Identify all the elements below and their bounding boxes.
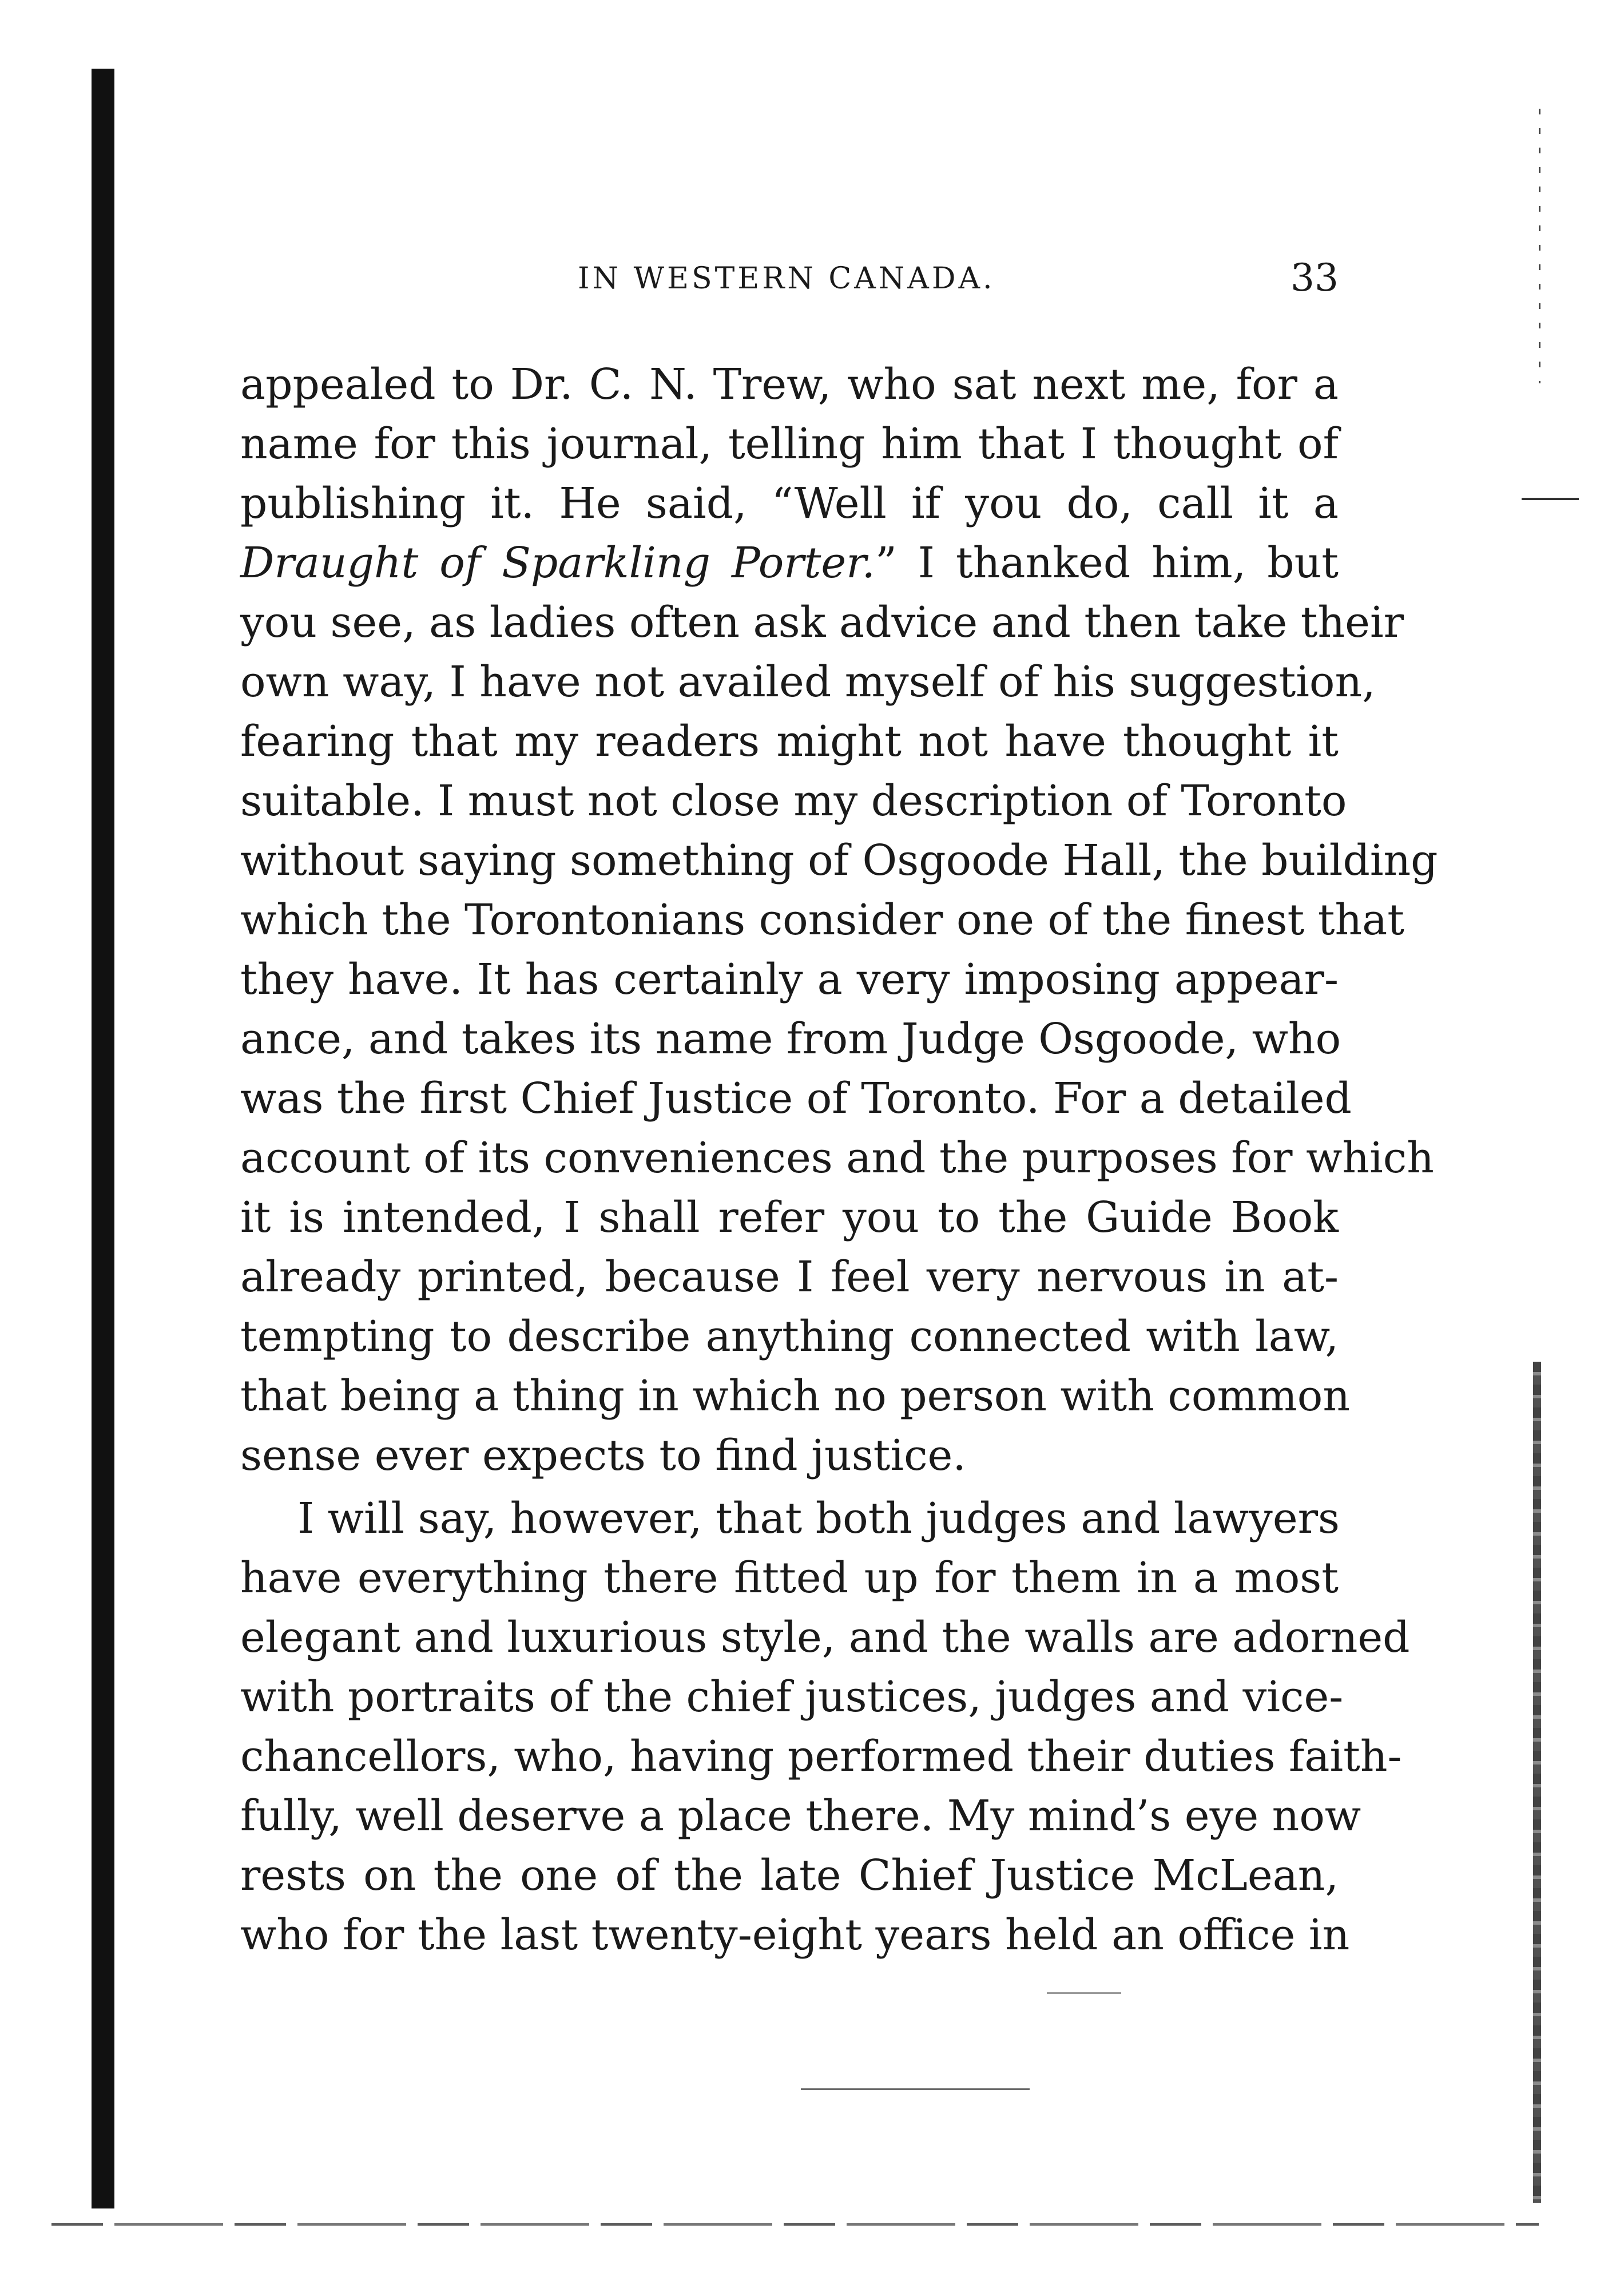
text-line-11: they have. It has certainly a very imposing appear- xyxy=(240,955,1339,1004)
text-line-23: with portraits of the chief justices, judges and vice- xyxy=(240,1672,1344,1722)
text-line-20: I will say, however, that both judges and lawyers xyxy=(297,1494,1340,1543)
text-line-9: without saying something of Osgoode Hall, the building xyxy=(240,836,1438,885)
text-line-10: which the Torontonians consider one of the finest that xyxy=(240,895,1404,945)
text-line-17: tempting to describe anything connected with law, xyxy=(240,1312,1339,1361)
text-line-25: fully, well deserve a place there. My mind’s eye now xyxy=(240,1791,1361,1841)
text-line-13: was the first Chief Justice of Toronto. For a detailed xyxy=(240,1074,1352,1123)
text-line-18: that being a thing in which no person with common xyxy=(240,1371,1351,1421)
text-line-27: who for the last twenty-eight years held an office in xyxy=(240,1910,1350,1960)
scan-mark-bottom xyxy=(801,2088,1030,2090)
text-line-8: suitable. I must not close my description of Toronto xyxy=(240,776,1347,826)
text-line-19: sense ever expects to find justice. xyxy=(240,1431,966,1480)
italic-title: Draught of Sparkling Porter. xyxy=(240,538,875,588)
body-text xyxy=(240,355,1438,1965)
text-line-22: elegant and luxurious style, and the walls are adorned xyxy=(240,1613,1410,1662)
text-line-3: publishing it. He said, “Well if you do, call it a xyxy=(240,479,1339,528)
text-line-12: ance, and takes its name from Judge Osgoode, who xyxy=(240,1014,1341,1064)
text-line-6: own way, I have not availed myself of his suggestion, xyxy=(240,657,1376,707)
binding-edge xyxy=(92,69,114,2208)
page-header xyxy=(240,255,1339,306)
text-line-2: name for this journal, telling him that I thought of xyxy=(240,419,1339,469)
running-head: IN WESTERN CANADA. xyxy=(578,261,995,296)
scan-edge-top-right xyxy=(1539,109,1540,383)
text-line-7: fearing that my readers might not have thought it xyxy=(240,717,1339,766)
scan-edge-right xyxy=(1533,1362,1541,2203)
scan-edge-bottom xyxy=(51,2223,1539,2226)
text-line-1: appealed to Dr. C. N. Trew, who sat next me, for a xyxy=(240,360,1339,409)
scan-mark-small xyxy=(1047,1992,1121,1994)
text-line-21: have everything there fitted up for them in a most xyxy=(240,1553,1339,1603)
text-line-4-rest: ” I thanked him, but xyxy=(875,538,1339,588)
text-line-16: already printed, because I feel very nervous in at- xyxy=(240,1252,1339,1302)
text-line-26: rests on the one of the late Chief Justice McLean, xyxy=(240,1851,1339,1900)
text-line-24: chancellors, who, having performed their duties faith- xyxy=(240,1732,1402,1781)
text-line-14: account of its conveniences and the purposes for which xyxy=(240,1133,1434,1183)
text-line-4 xyxy=(240,533,1339,593)
text-line-5: you see, as ladies often ask advice and then take their xyxy=(240,598,1404,647)
text-line-15: it is intended, I shall refer you to the Guide Book xyxy=(240,1193,1339,1242)
page-number: 33 xyxy=(1291,256,1339,300)
scan-mark-right xyxy=(1522,498,1579,500)
